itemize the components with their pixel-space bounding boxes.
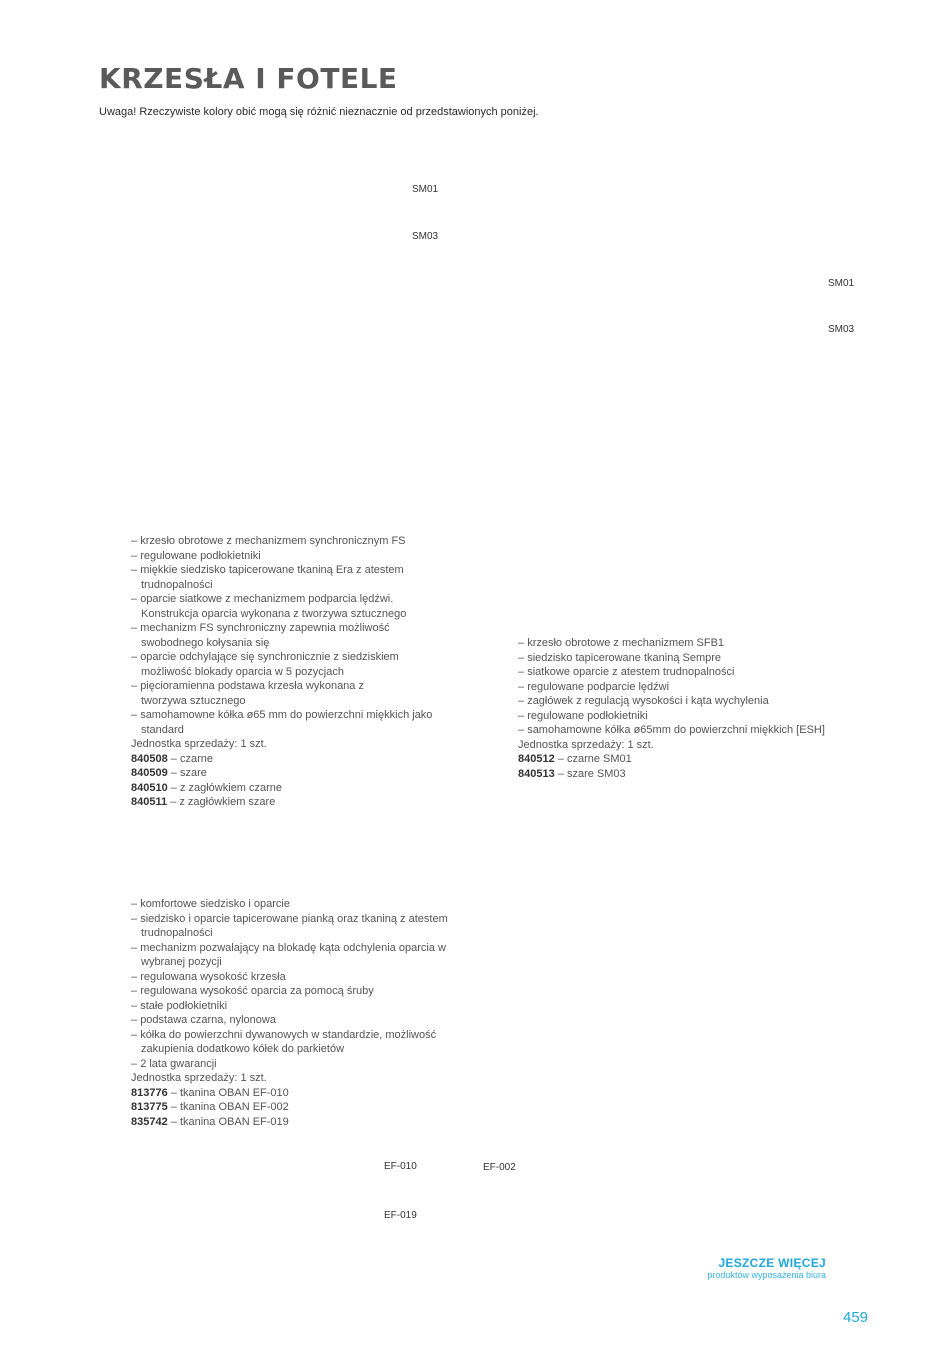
product-code: 813776 (131, 1086, 168, 1099)
product-code: 840509 (131, 767, 168, 779)
product-code: 813775 (131, 1101, 168, 1113)
product-variant: – tkanina OBAN EF-002 (167, 1101, 289, 1113)
sales-unit: Jednostka sprzedaży: 1 szt. (131, 1072, 267, 1084)
sales-unit: Jednostka sprzedaży: 1 szt. (131, 738, 267, 750)
feature-item: – regulowane podparcie lędźwi (518, 680, 858, 695)
product-variant: – z zagłówkiem szare (167, 796, 276, 808)
swatch-label: SM03 (828, 324, 855, 335)
feature-item: – kółka do powierzchni dywanowych w standardzie, możliwość zakupienia dodatkowo kółek do parkietów (131, 1028, 466, 1057)
feature-item: – regulowane podłokietniki (131, 549, 451, 564)
page-title: KRZESŁA I FOTELE (99, 62, 398, 95)
feature-item: – krzesło obrotowe z mechanizmem SFB1 (518, 636, 858, 651)
product-code: 840511 (131, 796, 168, 808)
feature-item: – regulowana wysokość krzesła (131, 970, 461, 985)
swatch-label: SM01 (828, 278, 855, 289)
product-description (131, 534, 451, 810)
swatch-label: EF-010 (384, 1161, 417, 1172)
product-code-line (131, 1100, 461, 1115)
feature-item: – samohamowne kółka ø65mm do powierzchni miękkich [ESH] (518, 723, 858, 738)
product-code: 835742 (131, 1115, 168, 1128)
feature-item: – regulowana wysokość oparcia za pomocą śruby (131, 984, 461, 999)
product-variant: – czarne (167, 752, 213, 765)
color-notice: Uwaga! Rzeczywiste kolory obić mogą się różnić nieznacznie od przedstawionych poniżej. (99, 106, 539, 118)
feature-item: – mechanizm FS synchroniczny zapewnia możliwość swobodnego kołysania się (131, 621, 416, 650)
swatch-label: EF-002 (483, 1162, 516, 1173)
product-code-line (131, 766, 451, 781)
more-products-banner[interactable] (626, 1256, 826, 1280)
feature-item: – mechanizm pozwalający na blokadę kąta odchylenia oparcia w wybranej pozycji (131, 941, 456, 970)
product-code: 840508 (131, 752, 168, 765)
feature-item: – samohamowne kółka ø65 mm do powierzchni miękkich jako standard (131, 708, 441, 737)
product-variant: – tkanina OBAN EF-019 (167, 1115, 289, 1128)
product-code: 840512 (518, 753, 555, 765)
feature-list (131, 534, 451, 737)
feature-item: – stałe podłokietniki (131, 999, 461, 1014)
feature-item: – 2 lata gwarancji (131, 1057, 461, 1072)
product-code: 840513 (518, 767, 555, 780)
more-products-subtitle: produktów wyposażenia biura (707, 1270, 826, 1280)
product-code-line (131, 1115, 461, 1130)
product-variant: – szare (167, 767, 207, 779)
swatch-label: EF-019 (384, 1210, 417, 1221)
product-variant: – czarne SM01 (554, 753, 632, 765)
feature-item: – oparcie odchylające się synchronicznie z siedziskiem możliwość blokady oparcia w 5 pozycjach (131, 650, 421, 679)
feature-list (131, 897, 461, 1071)
page-number: 459 (843, 1309, 869, 1326)
feature-item: – oparcie siatkowe z mechanizmem podparcia lędźwi. Konstrukcja oparcia wykonana z tworzywa sztucznego (131, 592, 451, 621)
product-description (518, 636, 858, 781)
product-variant: – z zagłówkiem czarne (167, 781, 283, 794)
feature-item: – siedzisko tapicerowane tkaniną Sempre (518, 651, 858, 666)
more-products-title: JESZCZE WIĘCEJ (718, 1256, 826, 1270)
feature-item: – krzesło obrotowe z mechanizmem synchronicznym FS (131, 534, 451, 549)
feature-list (518, 636, 858, 738)
product-description (131, 897, 461, 1129)
product-code-line (518, 767, 858, 782)
swatch-label: SM01 (412, 184, 439, 195)
product-code: 840510 (131, 781, 168, 794)
feature-item: – podstawa czarna, nylonowa (131, 1013, 461, 1028)
swatch-label: SM03 (412, 231, 439, 242)
product-variant: – tkanina OBAN EF-010 (167, 1086, 289, 1099)
feature-item: – siatkowe oparcie z atestem trudnopalności (518, 665, 858, 680)
feature-item: – zagłówek z regulacją wysokości i kąta wychylenia (518, 694, 858, 709)
feature-item: – regulowane podłokietniki (518, 709, 858, 724)
feature-item: – siedzisko i oparcie tapicerowane pianką oraz tkaniną z atestem trudnopalności (131, 912, 466, 941)
sales-unit: Jednostka sprzedaży: 1 szt. (518, 738, 654, 751)
product-variant: – szare SM03 (554, 767, 626, 780)
feature-item: – komfortowe siedzisko i oparcie (131, 897, 461, 912)
product-code-line (131, 1086, 461, 1101)
feature-item: – miękkie siedzisko tapicerowane tkaniną Era z atestem trudnopalności (131, 563, 426, 592)
feature-item: – pięcioramienna podstawa krzesła wykonana z tworzywa sztucznego (131, 679, 381, 708)
product-code-line (131, 752, 451, 767)
product-code-line (131, 781, 451, 796)
product-code-line (518, 752, 858, 767)
product-code-line (131, 795, 451, 810)
